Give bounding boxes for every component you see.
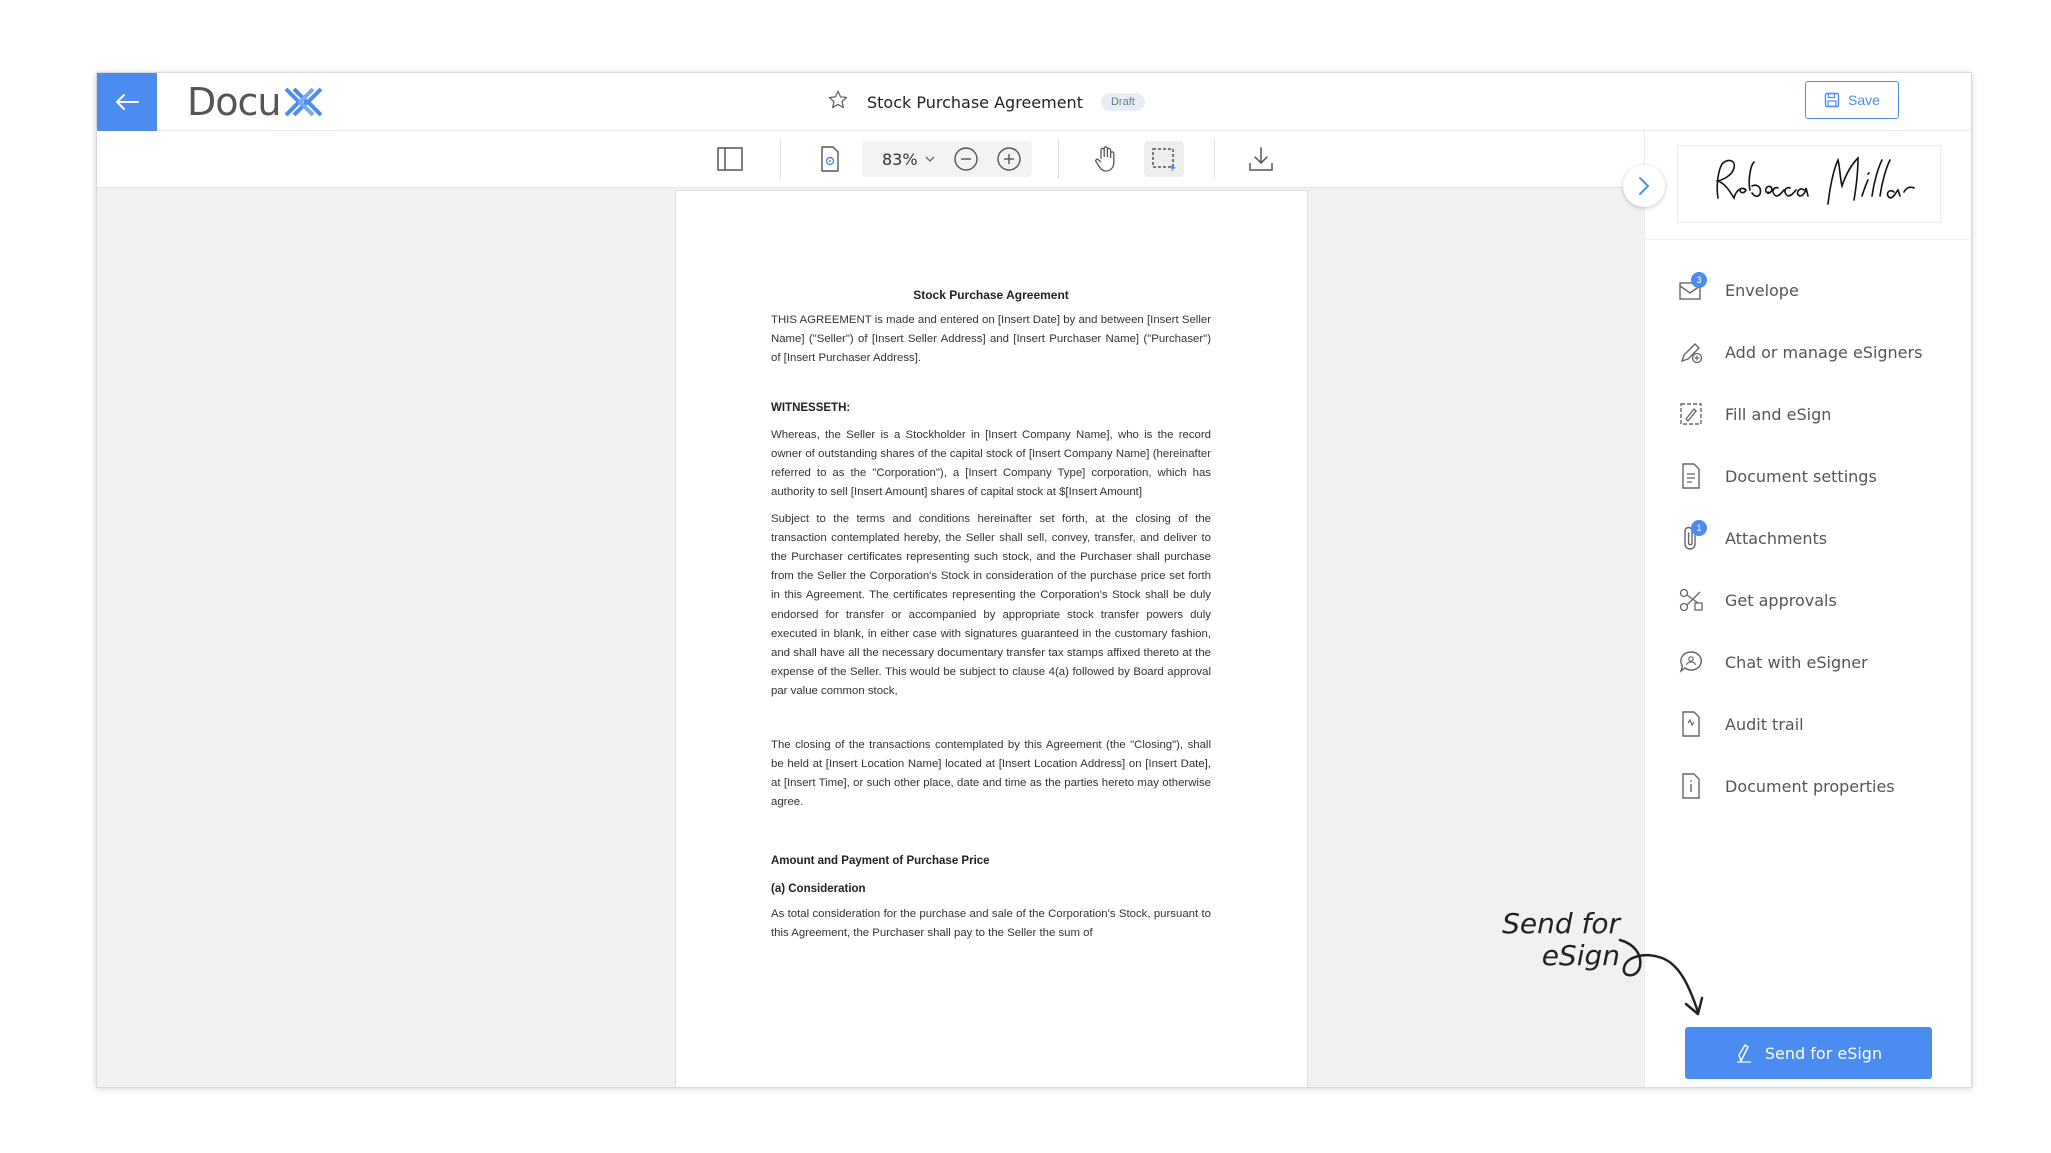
menu-label-attachments: Attachments [1725, 528, 1828, 548]
menu-item-attachments[interactable] [1677, 507, 1957, 569]
send-for-esign-label: Send for eSign [1764, 1043, 1883, 1063]
document-page[interactable] [675, 190, 1308, 1088]
status-badge: Draft [1101, 93, 1145, 111]
signature-preview[interactable] [1677, 145, 1941, 223]
document-properties-icon [1677, 772, 1705, 800]
document-toolbar [97, 131, 1644, 188]
closing-paragraph: The closing of the transactions contemplated by this Agreement (the "Closing"), shall be held at [Insert Location Name] located at [Insert Location Address] on [Insert Date], at [Insert Time], or such other place, date and time as the parties hereto may otherwise agree. [771, 738, 1211, 809]
chevron-right-icon [1637, 175, 1651, 197]
menu-label-envelope: Envelope [1725, 280, 1799, 300]
audit-trail-icon [1677, 710, 1705, 738]
consideration-heading: (a) Consideration [771, 882, 866, 895]
document-settings-icon [1677, 462, 1705, 490]
menu-item-envelope[interactable] [1677, 259, 1957, 321]
selection-icon [1151, 147, 1177, 171]
pen-sign-icon [1735, 1043, 1753, 1063]
menu-item-add-esigners[interactable] [1677, 321, 1957, 383]
menu-label-chat-esigner: Chat with eSigner [1725, 652, 1868, 672]
intro-paragraph: THIS AGREEMENT is made and entered on [Insert Date] by and between [Insert Seller Name] ("Seller") of [Insert Seller Address] and [Insert Purchaser Name] ("Purchaser") of [Insert Purchaser Address]. [771, 314, 1211, 365]
add-signer-icon [1677, 338, 1705, 366]
logo-x-icon [283, 85, 325, 119]
send-for-esign-button[interactable] [1685, 1027, 1932, 1079]
document-heading: Stock Purchase Agreement [913, 288, 1069, 302]
select-tool-button[interactable] [1144, 141, 1184, 177]
favorite-star-icon[interactable] [827, 89, 849, 116]
top-header [97, 73, 1971, 131]
pan-tool-button[interactable] [1087, 141, 1123, 177]
save-label: Save [1848, 92, 1880, 108]
consideration-paragraph: As total consideration for the purchase and sale of the Corporation's Stock, pursuant to this Agreement, the Purchaser shall pay to the Seller the sum of [771, 907, 1211, 940]
amount-heading: Amount and Payment of Purchase Price [771, 855, 990, 868]
menu-item-document-settings[interactable] [1677, 445, 1957, 507]
zoom-select[interactable]: 83% [882, 150, 918, 169]
approvals-icon [1677, 586, 1705, 614]
menu-label-document-settings: Document settings [1725, 466, 1877, 486]
menu-label-add-esigners: Add or manage eSigners [1725, 342, 1923, 362]
paperclip-icon [1677, 524, 1705, 552]
chevron-down-icon[interactable] [925, 155, 935, 163]
zoom-out-icon[interactable] [953, 146, 979, 172]
collapse-panel-button[interactable] [1623, 165, 1665, 207]
sidebar-toggle-button[interactable] [712, 141, 748, 177]
download-button[interactable] [1243, 141, 1279, 177]
envelope-count-badge: 3 [1691, 272, 1707, 288]
download-icon [1248, 146, 1274, 172]
menu-label-document-properties: Document properties [1725, 776, 1895, 796]
zoom-in-icon[interactable] [996, 146, 1022, 172]
page-gear-icon [820, 146, 840, 172]
side-menu [1677, 259, 1957, 817]
annotation-line-1: Send for [1502, 907, 1620, 940]
menu-label-audit-trail: Audit trail [1725, 714, 1804, 734]
docux-logo [187, 79, 325, 125]
panel-divider [1645, 239, 1972, 240]
send-annotation [1500, 908, 1620, 972]
menu-label-get-approvals: Get approvals [1725, 590, 1837, 610]
witnesseth-heading: WITNESSETH: [771, 401, 851, 414]
title-area [827, 73, 1145, 131]
annotation-arrow-icon [1612, 932, 1712, 1022]
save-icon [1824, 92, 1840, 108]
menu-item-chat-esigner[interactable] [1677, 631, 1957, 693]
attachments-count-badge: 1 [1691, 520, 1707, 536]
zoom-control [862, 141, 1032, 177]
menu-item-get-approvals[interactable] [1677, 569, 1957, 631]
menu-label-fill-esign: Fill and eSign [1725, 404, 1832, 424]
subject-paragraph: Subject to the terms and conditions hereinafter set forth, at the closing of the transaction contemplated hereby, the Seller shall sell, convey, transfer, and deliver to the Purchaser certificates representing such stock, and the Purchaser shall purchase from the Seller the Corporation's Stock in consideration of the purchase price set forth in this Agreement. The certificates representing the Corporation's Stock shall be duly endorsed for transfer or accompanied by appropriate stock transfer powers duly executed in blank, in either case with signatures guaranteed in the customary fashion, and shall have all the necessary documentary transfer tax stamps affixed thereto at the expense of the Seller. This would be subject to clause 4(a) followed by Board approval par value common stock, [771, 512, 1211, 698]
page-settings-button[interactable] [812, 141, 848, 177]
menu-item-document-properties[interactable] [1677, 755, 1957, 817]
logo-text: Docu [187, 80, 281, 124]
hand-icon [1094, 146, 1116, 172]
arrow-left-icon [114, 92, 140, 112]
menu-item-audit-trail[interactable] [1677, 693, 1957, 755]
back-button[interactable] [97, 73, 157, 131]
document-title[interactable]: Stock Purchase Agreement [867, 92, 1083, 112]
whereas-paragraph: Whereas, the Seller is a Stockholder in [Insert Company Name], who is the record owner of outstanding shares of the capital stock of [Insert Company Name] (hereinafter referred to as the "Corporation"), a [Insert Company Type] corporation, which has authority to sell [Insert Amount] shares of capital stock at $[Insert Amount] [771, 428, 1211, 499]
fill-sign-icon [1677, 400, 1705, 428]
chat-icon [1677, 648, 1705, 676]
save-button[interactable] [1805, 81, 1899, 119]
document-viewer [97, 188, 1644, 1088]
annotation-line-2: eSign [1541, 939, 1620, 972]
envelope-icon [1677, 276, 1705, 304]
menu-item-fill-esign[interactable] [1677, 383, 1957, 445]
signature-image [1678, 146, 1941, 223]
panel-layout-icon [717, 147, 743, 171]
